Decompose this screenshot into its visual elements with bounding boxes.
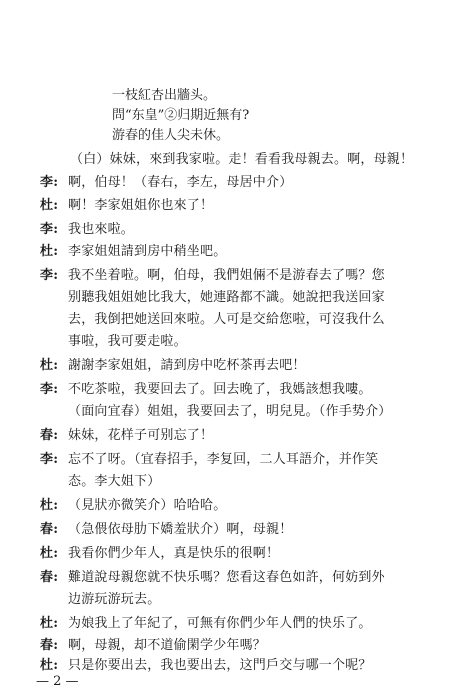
- speaker-label: 李:: [40, 268, 59, 283]
- dialogue-line: [40, 428, 440, 444]
- speaker-label: 杜:: [40, 198, 59, 213]
- stage-direction-opening: （白）妹妹，來到我家啦。走！看看我母親去。啊，母親！: [70, 152, 414, 167]
- dialogue-text: （見狀亦微笑介）哈哈哈。: [68, 498, 227, 513]
- dialogue-text: （急偎依母肋下嬌羞狀介）啊，母親！: [68, 522, 293, 537]
- dialogue-line: [40, 175, 440, 191]
- poem-line-3: 游春的佳人尖未休。: [112, 128, 230, 143]
- dialogue-continuation: 别聽我姐姐她比我大，她連路都不識。她說把我送回家: [68, 290, 385, 305]
- dialogue-continuation: （面向宜春）姐姐，我要回去了，明兒見。（作手势介）: [68, 404, 392, 419]
- speaker-label: 李:: [40, 452, 59, 467]
- dialogue-line: [40, 570, 440, 586]
- dialogue-text: 啊！李家姐姐你也來了！: [68, 198, 214, 213]
- speaker-label: 杜:: [40, 616, 59, 631]
- speaker-label: 杜:: [40, 244, 59, 259]
- dialogue-line: [40, 498, 440, 514]
- speaker-label: 李:: [40, 382, 59, 397]
- dialogue-text: 難道說母親您就不快乐嗎？您看这春色如許，何妨到外: [68, 570, 385, 585]
- dialogue-text: 为娘我上了年紀了，可無有你們少年人們的快乐了。: [68, 616, 372, 631]
- speaker-label: 春:: [40, 570, 59, 585]
- dialogue-line: [40, 616, 440, 632]
- dialogue-text: 妹妹，花样子可别忘了！: [68, 428, 214, 443]
- dialogue-continuation: 边游玩游玩去。: [68, 592, 161, 607]
- dialogue-line: [40, 244, 440, 260]
- dialogue-text: 我也來啦。: [68, 222, 135, 237]
- dialogue-continuation: 态。李大姐下）: [68, 474, 161, 489]
- speaker-label: 春:: [40, 638, 59, 653]
- speaker-label: 杜:: [40, 546, 59, 561]
- dialogue-line: [40, 222, 440, 238]
- dialogue-text: 我不坐着啦。啊，伯母，我們姐倆不是游春去了嗎？您: [68, 268, 385, 283]
- dialogue-text: 李家姐姐請到房中稍坐吧。: [68, 244, 227, 259]
- dialogue-line: [40, 452, 440, 468]
- dialogue-text: 謝謝李家姐姐，請到房中吃杯茶再去吧！: [68, 358, 306, 373]
- dialogue-line: [40, 658, 440, 674]
- dialogue-line: [40, 268, 440, 284]
- dialogue-line: [40, 382, 440, 398]
- speaker-label: 春:: [40, 522, 59, 537]
- dialogue-text: 忘不了呀。（宜春招手，李复回，二人耳語介，并作笑: [68, 452, 379, 467]
- dialogue-text: 不吃茶啦，我要回去了。回去晚了，我媽該想我嘍。: [68, 382, 372, 397]
- speaker-label: 李:: [40, 222, 59, 237]
- dialogue-continuation: 去，我倒把她送回來啦。人可是交給您啦，可沒我什么: [68, 312, 385, 327]
- speaker-label: 杜:: [40, 358, 59, 373]
- dialogue-line: [40, 546, 440, 562]
- dialogue-continuation: 事啦，我可要走啦。: [68, 334, 187, 349]
- dialogue-line: [40, 358, 440, 374]
- poem-line-1: 一枝紅杏出牆头。: [112, 88, 217, 103]
- dialogue-text: 啊，母親，却不道偷閑学少年嗎？: [68, 638, 267, 653]
- dialogue-text: 我看你們少年人，真是快乐的很啊！: [68, 546, 280, 561]
- dialogue-line: [40, 522, 440, 538]
- dialogue-line: [40, 198, 440, 214]
- dialogue-line: [40, 638, 440, 654]
- speaker-label: 杜:: [40, 658, 59, 673]
- speaker-label: 春:: [40, 428, 59, 443]
- page-number: — 2 —: [36, 674, 79, 689]
- dialogue-text: 啊，伯母！（春右，李左，母居中介）: [68, 175, 293, 190]
- speaker-label: 杜:: [40, 498, 59, 513]
- poem-line-2: 問“东皇”②归期近無有?: [112, 108, 250, 123]
- dialogue-text: 只是你要出去，我也要出去，这門戶交与哪一个呢？: [68, 658, 372, 673]
- speaker-label: 李:: [40, 175, 59, 190]
